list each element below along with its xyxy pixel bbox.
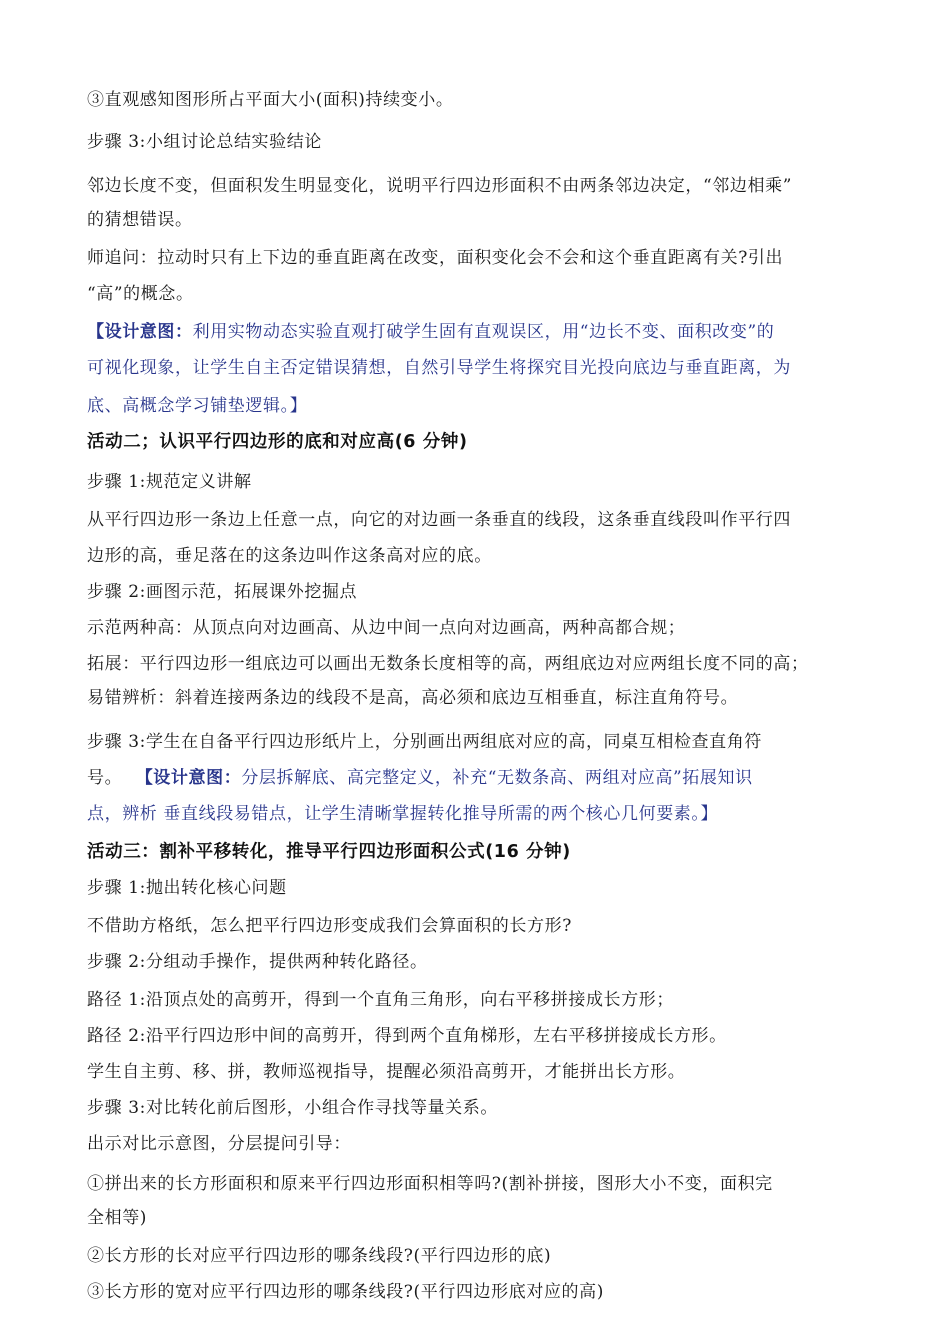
step-3-title: 步骤 3:小组讨论总结实验结论 (87, 132, 322, 152)
design-intent-text: 分层拆解底、高完整定义，补充“无数条高、两组对应高”拓展知识 (241, 768, 753, 788)
design-intent-1 (87, 320, 774, 344)
paragraph-line: 示范两种高：从顶点向对边画高、从边中间一点向对边画高，两种高都合规； (87, 618, 686, 638)
design-intent-label: 【设计意图： (144, 768, 242, 788)
question-1: ①拼出来的长方形面积和原来平行四边形面积相等吗?(割补拼接，图形大小不变，面积完 (87, 1174, 773, 1194)
design-intent-line: 底、高概念学习铺垫逻辑。】 (87, 396, 308, 416)
design-intent-line: 点，辨析 垂直线段易错点，让学生清晰掌握转化推导所需的两个核心几何要素。】 (87, 804, 719, 824)
step-3-line: 步骤 3:学生在自备平行四边形纸片上，分别画出两组底对应的高，同桌互相检查直角符 (87, 732, 762, 752)
paragraph-line: 从平行四边形一条边上任意一点，向它的对边画一条垂直的线段，这条垂直线段叫作平行四 (87, 510, 791, 530)
step-2-title: 步骤 2:分组动手操作，提供两种转化路径。 (87, 952, 428, 972)
paragraph-line: 学生自主剪、移、拼，教师巡视指导，提醒必须沿高剪开，才能拼出长方形。 (87, 1062, 686, 1082)
step-1-title: 步骤 1:抛出转化核心问题 (87, 878, 287, 898)
paragraph-line: 出示对比示意图，分层提问引导： (87, 1134, 351, 1154)
question-2: ②长方形的长对应平行四边形的哪条线段?(平行四边形的底) (87, 1246, 552, 1266)
step-3-title: 步骤 3:对比转化前后图形，小组合作寻找等量关系。 (87, 1098, 498, 1118)
activity-2-heading: 活动二；认识平行四边形的底和对应高(6 分钟) (87, 432, 468, 452)
paragraph-line: 邻边长度不变，但面积发生明显变化，说明平行四边形面积不由两条邻边决定，“邻边相乘” (87, 176, 792, 196)
activity-3-heading: 活动三：割补平移转化，推导平行四边形面积公式(16 分钟) (87, 842, 571, 862)
paragraph-line: 不借助方格纸，怎么把平行四边形变成我们会算面积的长方形? (87, 916, 572, 936)
paragraph-line: 师追问：拉动时只有上下边的垂直距离在改变，面积变化会不会和这个垂直距离有关?引出 (87, 248, 784, 268)
question-3: ③长方形的宽对应平行四边形的哪条线段?(平行四边形底对应的高) (87, 1282, 604, 1302)
design-intent-label: 【设计意图： (87, 322, 193, 342)
paragraph-line: 拓展：平行四边形一组底边可以画出无数条长度相等的高，两组底边对应两组长度不同的高； (87, 654, 809, 674)
paragraph-line: 边形的高，垂足落在的这条边叫作这条高对应的底。 (87, 546, 492, 566)
path-1: 路径 1:沿顶点处的高剪开，得到一个直角三角形，向右平移拼接成长方形； (87, 990, 674, 1010)
observation-item-3: ③直观感知图形所占平面大小(面积)持续变小。 (87, 90, 454, 110)
design-intent-2 (87, 766, 753, 790)
step-2-title: 步骤 2:画图示范，拓展课外挖掘点 (87, 582, 358, 602)
path-2: 路径 2:沿平行四边形中间的高剪开，得到两个直角梯形，左右平移拼接成长方形。 (87, 1026, 727, 1046)
question-1-cont: 全相等) (87, 1208, 148, 1228)
paragraph-line: “高”的概念。 (87, 284, 194, 304)
paragraph-line: 易错辨析：斜着连接两条边的线段不是高，高必须和底边互相垂直，标注直角符号。 (87, 688, 739, 708)
paragraph-text: 号。 (87, 768, 123, 788)
step-1-title: 步骤 1:规范定义讲解 (87, 472, 252, 492)
design-intent-text: 利用实物动态实验直观打破学生固有直观误区，用“边长不变、面积改变”的 (192, 322, 775, 342)
paragraph-line: 的猜想错误。 (87, 210, 193, 230)
design-intent-line: 可视化现象，让学生自主否定错误猜想，自然引导学生将探究目光投向底边与垂直距离，为 (87, 358, 791, 378)
